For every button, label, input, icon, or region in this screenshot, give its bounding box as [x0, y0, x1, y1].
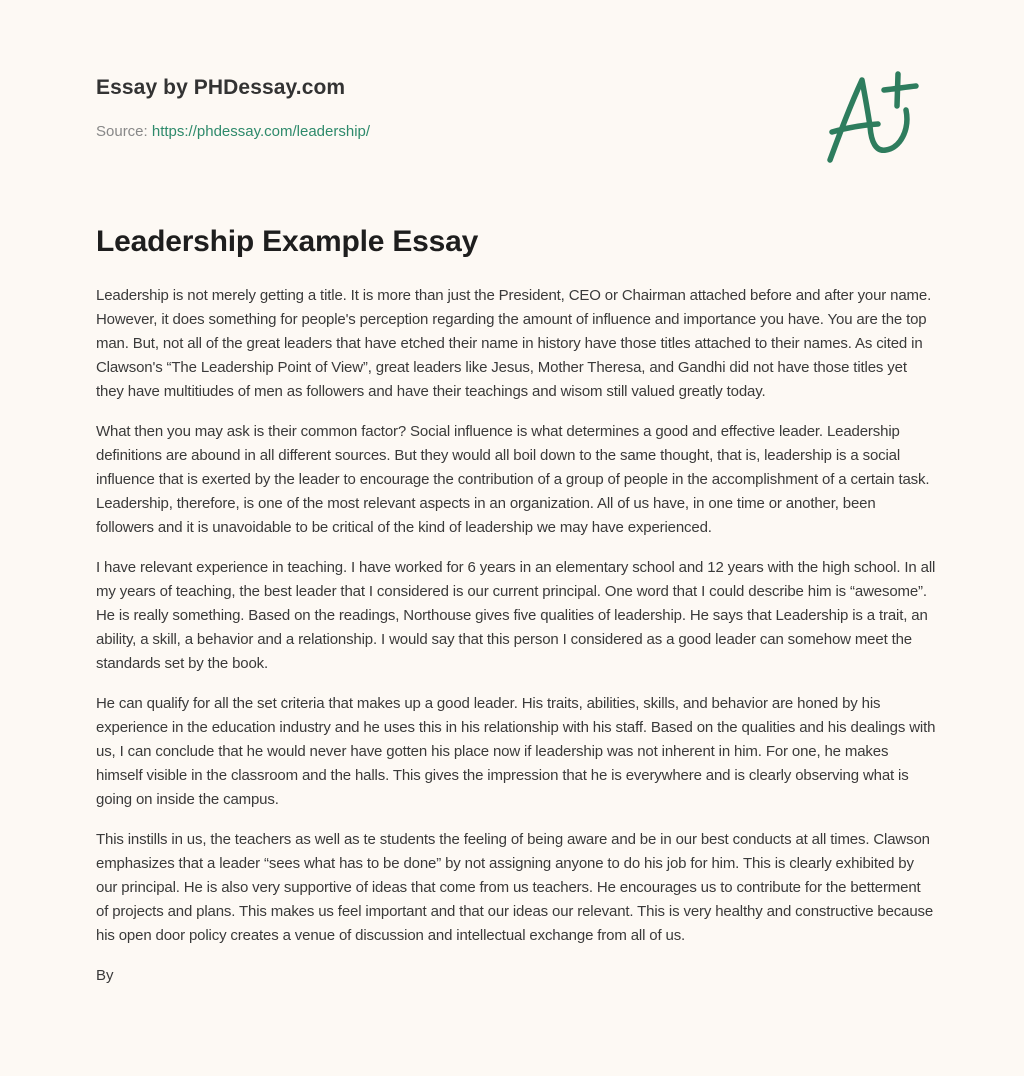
- source-label: Source:: [96, 123, 152, 140]
- essay-paragraph: What then you may ask is their common factor? Social influence is what determines a good and effective leader. Leadership definitions are abound in all different sources. But they would all boil down to the same thought, that is, leadership is a social influence that is exerted by the leader to encourage the contribution of a group of people in the accomplishment of a certain task. Leadership, therefore, is one of the most relevant aspects in an organization. All of us have, in one time or another, been followers and it is unavoidable to be critical of the kind of leadership we may have experienced.: [96, 423, 930, 536]
- source-link[interactable]: https://phdessay.com/leadership/: [151, 123, 371, 140]
- page-title: Leadership Example Essay: [96, 225, 479, 258]
- essay-paragraph: Leadership is not merely getting a title. It is more than just the President, CEO or Chairman attached before and after your name. However, it does something for people's perception regarding the amount of influence and importance you have. You are the top man. But, not all of the great leaders that have etched their name in history have those titles attached to their names. As cited in Clawson's “The Leadership Point of View”, great leaders like Jesus, Mother Theresa, and Gandhi did not have those titles yet they have multitiudes of men as followers and have their teachings and wisom still valued greatly today.: [96, 287, 932, 400]
- essay-paragraph: He can qualify for all the set criteria that makes up a good leader. His traits, abilities, skills, and behavior are honed by his experience in the education industry and he uses this in his relationship with his staff. Based on the qualities and his dealings with us, I can conclude that he would never have gotten his place now if leadership was not inherent in him. For one, he makes himself visible in the classroom and the halls. This gives the impression that he is everywhere and is clearly observing what is going on inside the campus.: [96, 695, 936, 808]
- essay-body: [96, 284, 936, 988]
- brand-title: Essay by PHDessay.com: [96, 76, 346, 99]
- source-line: [96, 123, 370, 140]
- byline: By: [96, 967, 114, 984]
- essay-paragraph: This instills in us, the teachers as well as te students the feeling of being aware and be in our best conducts at all times. Clawson emphasizes that a leader “sees what has to be done” by not assigning anyone to do his job for him. This is clearly exhibited by our principal. He is also very supportive of ideas that come from us teachers. He encourages us to contribute for the betterment of projects and plans. This makes us feel important and that our ideas our relevant. This is very healthy and constructive because his open door policy creates a venue of discussion and intellectual exchange from all of us.: [96, 831, 934, 944]
- a-plus-grade-icon: [818, 68, 928, 168]
- essay-paragraph: I have relevant experience in teaching. I have worked for 6 years in an elementary school and 12 years with the high school. In all my years of teaching, the best leader that I considered is our current principal. One word that I could describe him is “awesome”. He is really something. Based on the readings, Northouse gives five qualities of leadership. He says that Leadership is a trait, an ability, a skill, a behavior and a relationship. I would say that this person I considered as a good leader can somehow meet the standards set by the book.: [96, 559, 936, 672]
